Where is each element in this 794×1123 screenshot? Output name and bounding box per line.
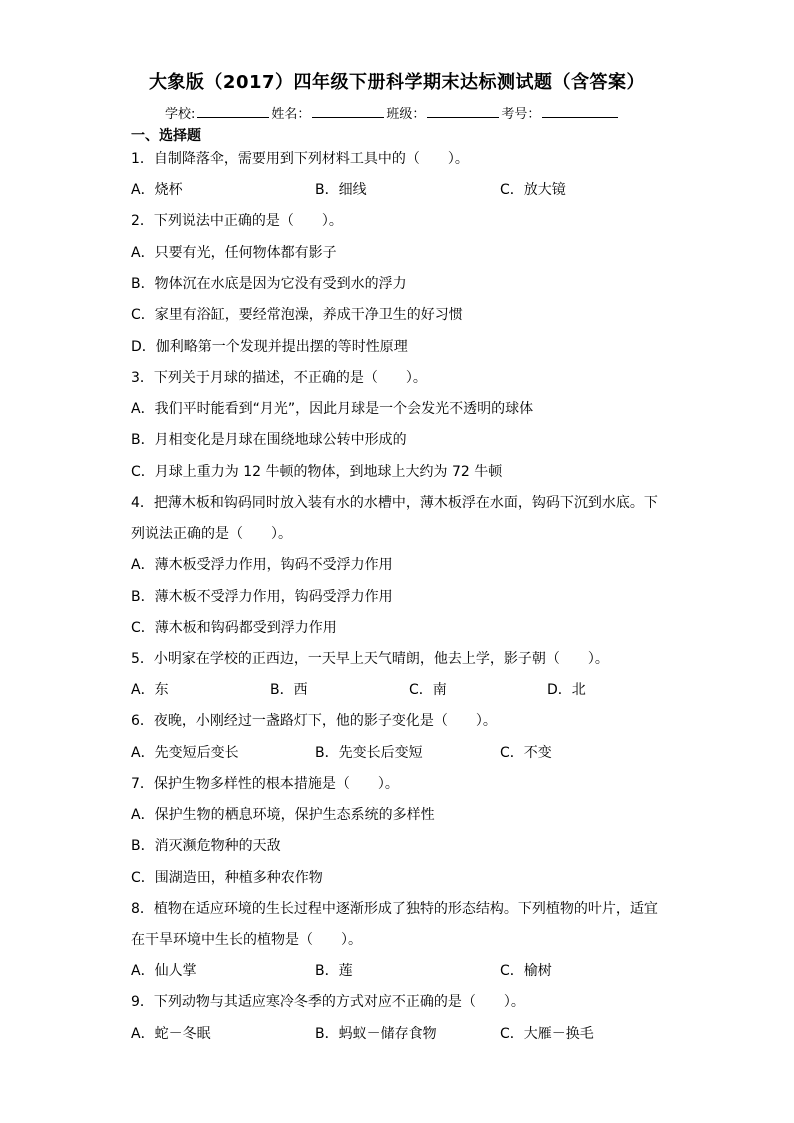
question-9-option-a: A．蛇－冬眠 <box>131 1026 211 1042</box>
question-4-option-b: B．薄木板不受浮力作用，钩码受浮力作用 <box>131 589 393 605</box>
question-5-option-a: A．东 <box>131 682 169 698</box>
question-5-option-d: D．北 <box>547 682 586 698</box>
question-2-option-c: C．家里有浴缸，要经常泡澡，养成干净卫生的好习惯 <box>131 307 463 323</box>
question-6-option-a: A．先变短后变长 <box>131 745 239 761</box>
question-9-option-b: B．蚂蚁－储存食物 <box>315 1026 437 1042</box>
question-7-stem: 7．保护生物多样性的根本措施是（ ）。 <box>131 776 399 792</box>
class-blank <box>427 105 499 118</box>
class-label: 班级： <box>386 107 426 122</box>
question-8-option-a: A．仙人掌 <box>131 963 197 979</box>
school-blank <box>197 105 269 118</box>
question-4-stem-line-1: 4．把薄木板和钩码同时放入装有水的水槽中，薄木板浮在水面，钩码下沉到水底。下 <box>131 495 658 511</box>
number-label: 考号： <box>501 107 541 122</box>
question-3-option-c: C．月球上重力为 12 牛顿的物体，到地球上大约为 72 牛顿 <box>131 464 503 480</box>
question-3-option-b: B．月相变化是月球在围绕地球公转中形成的 <box>131 432 407 448</box>
question-1-option-b: B．细线 <box>315 182 367 198</box>
number-blank <box>542 105 618 118</box>
question-5-stem: 5．小明家在学校的正西边，一天早上天气晴朗，他去上学，影子朝（ ）。 <box>131 651 609 667</box>
section-heading: 一、选择题 <box>131 128 201 144</box>
question-3-stem: 3．下列关于月球的描述，不正确的是（ ）。 <box>131 370 427 386</box>
question-2-option-d: D．伽利略第一个发现并提出摆的等时性原理 <box>131 339 408 355</box>
question-5-option-b: B．西 <box>270 682 308 698</box>
question-1-stem: 1．自制降落伞，需要用到下列材料工具中的（ ）。 <box>131 151 469 167</box>
question-1-option-c: C．放大镜 <box>500 182 566 198</box>
question-7-option-a: A．保护生物的栖息环境，保护生态系统的多样性 <box>131 807 435 823</box>
question-5-option-c: C．南 <box>409 682 447 698</box>
question-9-stem: 9．下列动物与其适应寒冷冬季的方式对应不正确的是（ ）。 <box>131 994 525 1010</box>
school-label: 学校: <box>165 107 196 122</box>
student-info-row <box>165 103 620 122</box>
name-label: 姓名： <box>271 107 311 122</box>
question-6-option-b: B．先变长后变短 <box>315 745 423 761</box>
question-8-option-b: B．莲 <box>315 963 353 979</box>
question-4-option-c: C．薄木板和钩码都受到浮力作用 <box>131 620 337 636</box>
question-6-option-c: C．不变 <box>500 745 552 761</box>
exam-title: 大象版（2017）四年级下册科学期末达标测试题（含答案） <box>148 72 646 93</box>
question-4-option-a: A．薄木板受浮力作用，钩码不受浮力作用 <box>131 557 393 573</box>
question-8-stem-line-2: 在干旱环境中生长的植物是（ ）。 <box>131 932 362 948</box>
question-3-option-a: A．我们平时能看到“月光”，因此月球是一个会发光不透明的球体 <box>131 401 534 417</box>
question-2-option-a: A．只要有光，任何物体都有影子 <box>131 245 337 261</box>
name-blank <box>312 105 384 118</box>
question-2-stem: 2．下列说法中正确的是（ ）。 <box>131 213 343 229</box>
question-1-option-a: A．烧杯 <box>131 182 183 198</box>
question-4-stem-line-2: 列说法正确的是（ ）。 <box>131 526 292 542</box>
question-8-option-c: C．榆树 <box>500 963 552 979</box>
question-7-option-b: B．消灭濒危物种的天敌 <box>131 838 281 854</box>
question-9-option-c: C．大雁－换毛 <box>500 1026 594 1042</box>
question-7-option-c: C．围湖造田，种植多种农作物 <box>131 870 323 886</box>
question-2-option-b: B．物体沉在水底是因为它没有受到水的浮力 <box>131 276 407 292</box>
question-8-stem-line-1: 8．植物在适应环境的生长过程中逐渐形成了独特的形态结构。下列植物的叶片，适宜 <box>131 901 658 917</box>
question-6-stem: 6．夜晚，小刚经过一盏路灯下，他的影子变化是（ ）。 <box>131 713 497 729</box>
